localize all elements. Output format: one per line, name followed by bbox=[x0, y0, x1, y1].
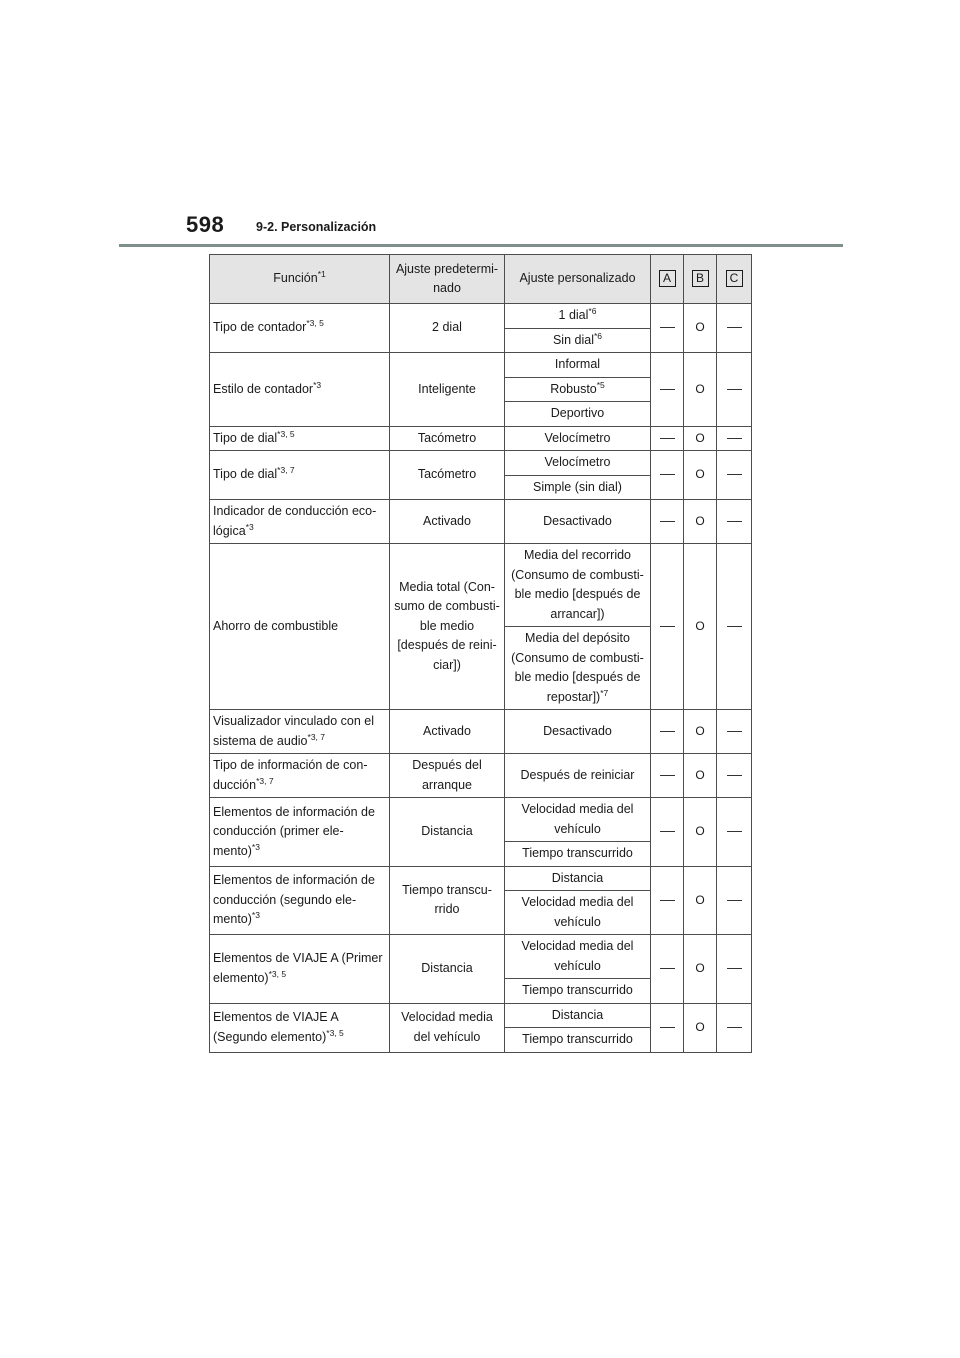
custom-setting-cell-text: Tiempo transcurrido bbox=[522, 1032, 633, 1046]
custom-setting-cell-text: Después de reiniciar bbox=[520, 767, 635, 782]
footnote-ref: *3, 7 bbox=[256, 775, 274, 786]
function-cell-text: sistema de audio bbox=[213, 733, 308, 748]
mark-cell-c bbox=[717, 451, 752, 500]
function-cell bbox=[210, 798, 390, 867]
mark-cell-c bbox=[717, 866, 752, 935]
custom-setting-cell-text: Tiempo transcurrido bbox=[522, 983, 633, 997]
available-mark: O bbox=[695, 767, 705, 782]
custom-setting-cell-text: Velocidad media del bbox=[521, 802, 634, 816]
custom-setting-cell-text: Simple (sin dial) bbox=[533, 479, 622, 494]
default-setting-cell-text: Inteligente bbox=[418, 381, 476, 396]
not-available-dash bbox=[660, 900, 675, 901]
default-setting-cell-text: sumo de combusti- bbox=[394, 599, 500, 614]
default-setting-cell bbox=[390, 935, 505, 1004]
footnote-ref: *6 bbox=[593, 330, 603, 341]
custom-setting-cell-text: Tiempo transcurrido bbox=[522, 846, 633, 860]
column-header-c bbox=[717, 255, 752, 304]
available-mark: O bbox=[695, 467, 705, 482]
not-available-dash bbox=[727, 626, 742, 627]
mark-cell-b bbox=[684, 1003, 717, 1052]
mark-cell-b bbox=[684, 754, 717, 798]
not-available-dash bbox=[727, 474, 742, 475]
custom-setting-cell-text: Velocímetro bbox=[544, 430, 611, 445]
available-mark: O bbox=[695, 381, 705, 396]
function-cell-text: Elementos de VIAJE A bbox=[213, 1010, 339, 1024]
custom-setting-cell-text: Robusto bbox=[550, 381, 597, 396]
custom-setting-cell-text: Media del depósito bbox=[525, 631, 630, 645]
default-setting-cell-text: ble medio bbox=[419, 618, 475, 633]
not-available-dash bbox=[727, 389, 742, 390]
footnote-ref: *3, 5 bbox=[277, 428, 295, 439]
default-setting-cell bbox=[390, 1003, 505, 1052]
available-mark: O bbox=[695, 723, 705, 738]
mark-cell-c bbox=[717, 353, 752, 427]
not-available-dash bbox=[727, 968, 742, 969]
table-row bbox=[210, 1003, 752, 1028]
available-mark: O bbox=[695, 961, 705, 975]
not-available-dash bbox=[660, 626, 675, 627]
default-setting-cell-text: Velocidad media bbox=[401, 1010, 493, 1024]
default-setting-cell bbox=[390, 866, 505, 935]
function-cell-text: Tipo de información de con- bbox=[213, 758, 368, 772]
mark-cell-a bbox=[651, 798, 684, 867]
table-row bbox=[210, 754, 752, 798]
letter-a-badge: A bbox=[659, 270, 676, 287]
default-setting-cell-text: del vehículo bbox=[413, 1029, 481, 1044]
not-available-dash bbox=[660, 831, 675, 832]
function-cell-text: Ahorro de combustible bbox=[213, 618, 339, 633]
default-setting-cell bbox=[390, 304, 505, 353]
not-available-dash bbox=[727, 900, 742, 901]
default-setting-cell-text: 2 dial bbox=[432, 320, 462, 335]
table-header-row bbox=[210, 255, 752, 304]
custom-setting-cell bbox=[505, 842, 651, 867]
table-row bbox=[210, 500, 752, 544]
custom-setting-cell-text: Velocidad media del bbox=[521, 895, 634, 909]
custom-setting-cell bbox=[505, 328, 651, 353]
custom-setting-cell-text: Deportivo bbox=[550, 406, 605, 420]
column-header-custom: Ajuste personalizado bbox=[505, 255, 651, 304]
custom-setting-cell-text: Desactivado bbox=[543, 513, 612, 528]
page-number: 598 bbox=[186, 212, 225, 237]
column-header-default: Ajuste predetermi- nado bbox=[390, 255, 505, 304]
function-cell bbox=[210, 451, 390, 500]
custom-setting-cell-text: (Consumo de combusti- bbox=[511, 650, 644, 665]
default-setting-cell bbox=[390, 500, 505, 544]
function-cell bbox=[210, 754, 390, 798]
custom-setting-cell-text: ble medio [después de bbox=[514, 670, 641, 684]
table-row bbox=[210, 866, 752, 891]
table-row bbox=[210, 935, 752, 979]
custom-setting-cell bbox=[505, 353, 651, 378]
mark-cell-c bbox=[717, 710, 752, 754]
custom-setting-cell bbox=[505, 979, 651, 1004]
table-row bbox=[210, 426, 752, 451]
table-body bbox=[210, 304, 752, 1053]
default-setting-cell-text: Tacómetro bbox=[417, 467, 477, 482]
column-header-a bbox=[651, 255, 684, 304]
column-header-function: Función$^{*1}$ bbox=[210, 255, 390, 304]
function-cell-text: Elementos de información de bbox=[213, 804, 375, 819]
default-setting-cell-text: arranque bbox=[421, 777, 473, 792]
function-cell-text: (Segundo elemento) bbox=[213, 1029, 327, 1044]
default-setting-cell bbox=[390, 710, 505, 754]
default-setting-cell-text: rrido bbox=[434, 902, 460, 917]
not-available-dash bbox=[727, 775, 742, 776]
not-available-dash bbox=[660, 731, 675, 732]
custom-setting-cell-text: (Consumo de combusti- bbox=[511, 567, 644, 582]
default-setting-cell bbox=[390, 754, 505, 798]
function-cell bbox=[210, 426, 390, 451]
function-cell-text: mento) bbox=[213, 843, 252, 858]
default-setting-cell-text: Activado bbox=[423, 723, 471, 738]
function-cell-text: Elementos de información de bbox=[213, 873, 375, 887]
footnote-ref: *3 bbox=[245, 521, 254, 532]
not-available-dash bbox=[727, 521, 742, 522]
not-available-dash bbox=[727, 1027, 742, 1028]
table-row bbox=[210, 798, 752, 842]
mark-cell-c bbox=[717, 544, 752, 710]
custom-setting-cell bbox=[505, 710, 651, 754]
not-available-dash bbox=[660, 438, 675, 439]
custom-setting-cell-text: arrancar]) bbox=[550, 606, 605, 621]
not-available-dash bbox=[660, 474, 675, 475]
footnote-ref: *3 bbox=[251, 910, 260, 920]
custom-setting-cell-text: Distancia bbox=[551, 870, 604, 885]
function-cell-text: conducción (primer ele- bbox=[213, 824, 344, 838]
function-cell bbox=[210, 500, 390, 544]
letter-b-badge: B bbox=[692, 270, 709, 287]
custom-setting-cell-text: Informal bbox=[554, 357, 601, 371]
not-available-dash bbox=[660, 327, 675, 328]
function-cell-text: Indicador de conducción eco- bbox=[213, 504, 377, 518]
not-available-dash bbox=[660, 775, 675, 776]
function-cell-text: Tipo de dial bbox=[213, 430, 278, 445]
custom-setting-cell bbox=[505, 500, 651, 544]
custom-setting-cell-text: Distancia bbox=[551, 1007, 604, 1022]
column-header-b bbox=[684, 255, 717, 304]
customization-table bbox=[209, 254, 752, 1053]
table-row bbox=[210, 710, 752, 754]
custom-setting-cell-text: ble medio [después de bbox=[514, 587, 641, 601]
custom-setting-cell bbox=[505, 935, 651, 979]
footnote-ref: *6 bbox=[588, 306, 597, 316]
mark-cell-a bbox=[651, 935, 684, 1004]
function-cell-text: elemento) bbox=[213, 970, 269, 985]
function-cell bbox=[210, 935, 390, 1004]
available-mark: O bbox=[695, 824, 705, 838]
function-cell bbox=[210, 866, 390, 935]
available-mark: O bbox=[695, 513, 705, 528]
footnote-ref: *3, 5 bbox=[268, 968, 287, 979]
mark-cell-a bbox=[651, 710, 684, 754]
custom-setting-cell-text: Velocímetro bbox=[544, 455, 611, 469]
footnote-ref: *3, 7 bbox=[277, 465, 295, 476]
mark-cell-a bbox=[651, 353, 684, 427]
default-setting-cell bbox=[390, 544, 505, 710]
available-mark: O bbox=[695, 1019, 705, 1034]
custom-setting-cell bbox=[505, 451, 651, 476]
section-title: 9-2. Personalización bbox=[256, 220, 377, 234]
mark-cell-b bbox=[684, 798, 717, 867]
mark-cell-b bbox=[684, 544, 717, 710]
mark-cell-b bbox=[684, 500, 717, 544]
function-cell-text: Tipo de contador bbox=[213, 320, 307, 335]
mark-cell-a bbox=[651, 754, 684, 798]
not-available-dash bbox=[660, 968, 675, 969]
default-setting-cell bbox=[390, 426, 505, 451]
table-row bbox=[210, 304, 752, 329]
letter-c-badge: C bbox=[726, 270, 743, 287]
function-cell-text: conducción (segundo ele- bbox=[213, 892, 357, 907]
mark-cell-a bbox=[651, 1003, 684, 1052]
default-setting-cell-text: [después de reini- bbox=[397, 638, 497, 653]
mark-cell-b bbox=[684, 866, 717, 935]
custom-setting-cell-text: vehículo bbox=[554, 958, 601, 973]
footnote-ref: *7 bbox=[600, 687, 609, 698]
default-setting-cell-text: Tiempo transcu- bbox=[402, 882, 492, 897]
function-cell-text: Visualizador vinculado con el bbox=[213, 714, 374, 728]
custom-setting-cell-text: Sin dial bbox=[552, 332, 594, 347]
default-setting-cell-text: Media total (Con- bbox=[399, 579, 495, 594]
mark-cell-a bbox=[651, 304, 684, 353]
function-cell-text: mento) bbox=[213, 912, 252, 926]
footnote-ref: *3, 5 bbox=[306, 318, 324, 329]
function-cell bbox=[210, 710, 390, 754]
mark-cell-c bbox=[717, 754, 752, 798]
mark-cell-c bbox=[717, 1003, 752, 1052]
default-setting-cell-text: Distancia bbox=[421, 824, 473, 838]
mark-cell-a bbox=[651, 500, 684, 544]
mark-cell-b bbox=[684, 426, 717, 451]
table-row bbox=[210, 544, 752, 627]
footnote-ref: *3 bbox=[251, 841, 260, 852]
mark-cell-b bbox=[684, 304, 717, 353]
available-mark: O bbox=[695, 320, 705, 335]
custom-setting-cell-text: vehículo bbox=[554, 914, 601, 929]
mark-cell-c bbox=[717, 304, 752, 353]
mark-cell-b bbox=[684, 451, 717, 500]
custom-setting-cell bbox=[505, 402, 651, 427]
custom-setting-cell bbox=[505, 754, 651, 798]
not-available-dash bbox=[727, 831, 742, 832]
custom-setting-cell-text: repostar]) bbox=[546, 689, 601, 704]
mark-cell-c bbox=[717, 935, 752, 1004]
custom-setting-cell bbox=[505, 377, 651, 402]
default-setting-cell bbox=[390, 451, 505, 500]
function-cell-text: Elementos de VIAJE A (Primer bbox=[213, 951, 383, 966]
footnote-ref: *5 bbox=[596, 379, 605, 390]
custom-setting-cell bbox=[505, 866, 651, 891]
custom-setting-cell bbox=[505, 475, 651, 500]
default-setting-cell bbox=[390, 798, 505, 867]
table-row bbox=[210, 353, 752, 378]
mark-cell-c bbox=[717, 798, 752, 867]
not-available-dash bbox=[727, 731, 742, 732]
function-cell-text: lógica bbox=[213, 523, 246, 538]
custom-setting-cell-text: Velocidad media del bbox=[521, 939, 634, 953]
footnote-ref: *3, 5 bbox=[326, 1027, 344, 1038]
function-cell-text: Estilo de contador bbox=[213, 381, 314, 396]
mark-cell-b bbox=[684, 935, 717, 1004]
mark-cell-a bbox=[651, 866, 684, 935]
mark-cell-a bbox=[651, 544, 684, 710]
custom-setting-cell bbox=[505, 426, 651, 451]
custom-setting-cell bbox=[505, 627, 651, 710]
custom-setting-cell-text: Desactivado bbox=[543, 723, 612, 738]
custom-setting-cell-text: 1 dial bbox=[558, 308, 589, 322]
default-setting-cell bbox=[390, 353, 505, 427]
mark-cell-a bbox=[651, 451, 684, 500]
custom-setting-cell bbox=[505, 1028, 651, 1053]
default-setting-cell-text: Distancia bbox=[421, 961, 473, 975]
function-cell bbox=[210, 304, 390, 353]
footnote-ref: *3 bbox=[313, 379, 322, 390]
function-cell bbox=[210, 353, 390, 427]
mark-cell-c bbox=[717, 426, 752, 451]
custom-setting-cell-text: vehículo bbox=[554, 821, 601, 836]
header-divider bbox=[119, 244, 843, 247]
available-mark: O bbox=[695, 430, 705, 445]
custom-setting-cell bbox=[505, 304, 651, 329]
mark-cell-a bbox=[651, 426, 684, 451]
table-row bbox=[210, 451, 752, 476]
custom-setting-cell bbox=[505, 544, 651, 627]
default-setting-cell-text: ciar]) bbox=[433, 657, 461, 672]
available-mark: O bbox=[695, 618, 705, 633]
not-available-dash bbox=[727, 327, 742, 328]
not-available-dash bbox=[660, 389, 675, 390]
default-setting-cell-text: Tacómetro bbox=[417, 430, 477, 445]
custom-setting-cell bbox=[505, 1003, 651, 1028]
function-cell bbox=[210, 1003, 390, 1052]
not-available-dash bbox=[660, 521, 675, 522]
default-setting-cell-text: Activado bbox=[423, 513, 471, 528]
mark-cell-c bbox=[717, 500, 752, 544]
custom-setting-cell-text: Media del recorrido bbox=[524, 548, 631, 562]
function-cell-text: ducción bbox=[213, 777, 257, 792]
available-mark: O bbox=[695, 892, 705, 907]
not-available-dash bbox=[727, 438, 742, 439]
custom-setting-cell bbox=[505, 798, 651, 842]
custom-setting-cell bbox=[505, 891, 651, 935]
mark-cell-b bbox=[684, 710, 717, 754]
function-cell-text: Tipo de dial bbox=[213, 467, 278, 482]
not-available-dash bbox=[660, 1027, 675, 1028]
footnote-ref: *3, 7 bbox=[307, 731, 326, 742]
function-cell bbox=[210, 544, 390, 710]
default-setting-cell-text: Después del bbox=[412, 758, 482, 772]
mark-cell-b bbox=[684, 353, 717, 427]
